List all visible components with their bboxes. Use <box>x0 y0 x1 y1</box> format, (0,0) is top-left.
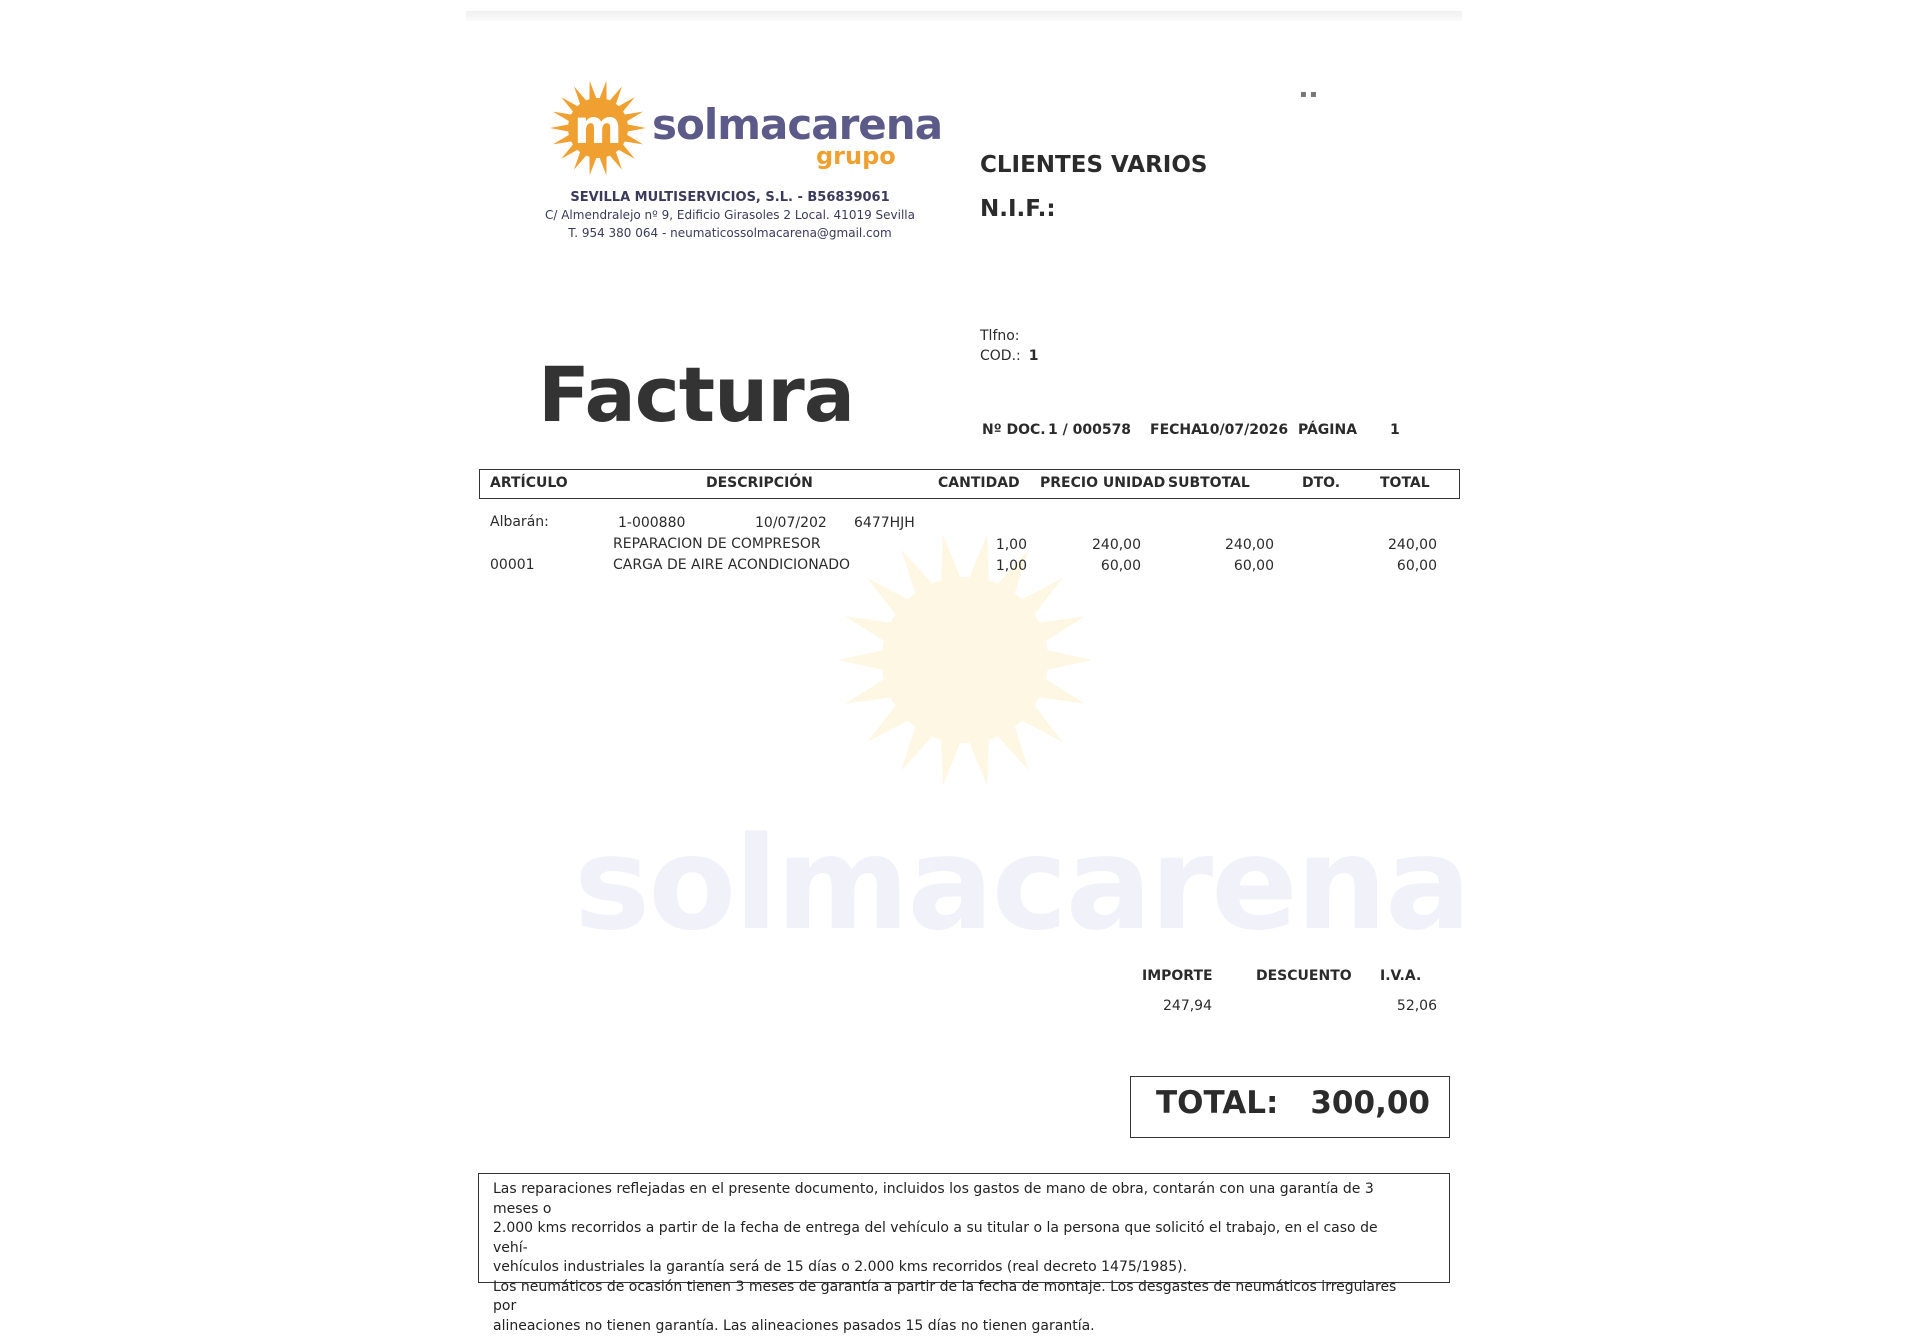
sun-logo-icon <box>548 78 648 178</box>
company-name: SEVILLA MULTISERVICIOS, S.L. - B56839061 <box>530 190 930 205</box>
col-descripcion: DESCRIPCIÓN <box>706 475 813 491</box>
company-contact: T. 954 380 064 - neumaticossolmacarena@gmail.com <box>530 226 930 240</box>
sun-ray <box>838 649 888 671</box>
doc-number-value: 1 / 000578 <box>1048 422 1131 438</box>
row-cantidad: 1,00 <box>945 537 1027 553</box>
watermark-text: solmacarena <box>574 810 1469 959</box>
iva-value: 52,06 <box>1370 998 1437 1014</box>
col-total: TOTAL <box>1380 475 1430 491</box>
row-total: 240,00 <box>1350 537 1437 553</box>
warranty-line: alineaciones no tienen garantía. Las alineaciones pasados 15 días no tienen garantía. <box>493 1317 1413 1336</box>
scan-specks: ▪ ▪ <box>1300 89 1317 100</box>
albaran-label: Albarán: <box>490 514 549 530</box>
warranty-line: Las reparaciones reflejadas en el presente documento, incluidos los gastos de mano de obra, contarán con una garantía de 3 meses o <box>493 1180 1413 1219</box>
col-dto: DTO. <box>1302 475 1340 491</box>
row-subtotal: 60,00 <box>1190 558 1274 574</box>
scan-top-edge <box>466 11 1462 21</box>
col-subtotal: SUBTOTAL <box>1168 475 1250 491</box>
row-descripcion: REPARACION DE COMPRESOR <box>613 536 821 552</box>
company-address: C/ Almendralejo nº 9, Edificio Girasoles 2 Local. 41019 Sevilla <box>530 208 930 222</box>
warranty-text <box>493 1180 1413 1336</box>
row-total: 60,00 <box>1350 558 1437 574</box>
row-precio: 240,00 <box>1060 537 1141 553</box>
sun-ray <box>1042 649 1092 671</box>
importe-label: IMPORTE <box>1142 968 1213 984</box>
albaran-date: 10/07/202 <box>755 515 827 531</box>
page-label: PÁGINA <box>1298 422 1357 438</box>
albaran-number: 1-000880 <box>618 515 685 531</box>
client-code <box>980 348 1039 364</box>
warranty-line: vehículos industriales la garantía será de 15 días o 2.000 kms recorridos (real decreto 1475/1985). <box>493 1258 1413 1278</box>
logo-letter: m <box>574 100 622 154</box>
row-precio: 60,00 <box>1060 558 1141 574</box>
col-precio-unidad: PRECIO UNIDAD <box>1040 475 1165 491</box>
client-name: CLIENTES VARIOS <box>980 152 1207 178</box>
brand-subtitle: grupo <box>816 142 896 170</box>
row-descripcion: CARGA DE AIRE ACONDICIONADO <box>613 557 850 573</box>
albaran-plate: 6477HJH <box>854 515 915 531</box>
page-value: 1 <box>1390 422 1400 438</box>
descuento-label: DESCUENTO <box>1256 968 1352 984</box>
iva-label: I.V.A. <box>1380 968 1421 984</box>
cod-value: 1 <box>1029 348 1039 364</box>
nif-label: N.I.F.: <box>980 196 1056 222</box>
importe-value: 247,94 <box>1140 998 1212 1014</box>
warranty-line: 2.000 kms recorridos a partir de la fecha de entrega del vehículo a su titular o la persona que solicitó el trabajo, en el caso de vehí- <box>493 1219 1413 1258</box>
col-cantidad: CANTIDAD <box>938 475 1020 491</box>
total-value: 300,00 <box>1300 1085 1430 1121</box>
page-title: Factura <box>538 350 854 439</box>
date-value: 10/07/2026 <box>1200 422 1288 438</box>
sun-ray <box>626 124 646 132</box>
row-articulo: 00001 <box>490 557 535 573</box>
cod-label: COD.: <box>980 348 1021 364</box>
row-subtotal: 240,00 <box>1190 537 1274 553</box>
col-articulo: ARTÍCULO <box>490 475 568 491</box>
row-cantidad: 1,00 <box>945 558 1027 574</box>
doc-number-label: Nº DOC. <box>982 422 1046 438</box>
warranty-line: Los neumáticos de ocasión tienen 3 meses de garantía a partir de la fecha de montaje. Los desgastes de neumáticos irregulares por <box>493 1278 1413 1317</box>
phone-label: Tlfno: <box>980 328 1020 344</box>
sun-ray <box>550 124 570 132</box>
date-label: FECHA <box>1150 422 1202 438</box>
total-label: TOTAL: <box>1156 1085 1278 1121</box>
brand-name: solmacarena <box>652 100 942 149</box>
